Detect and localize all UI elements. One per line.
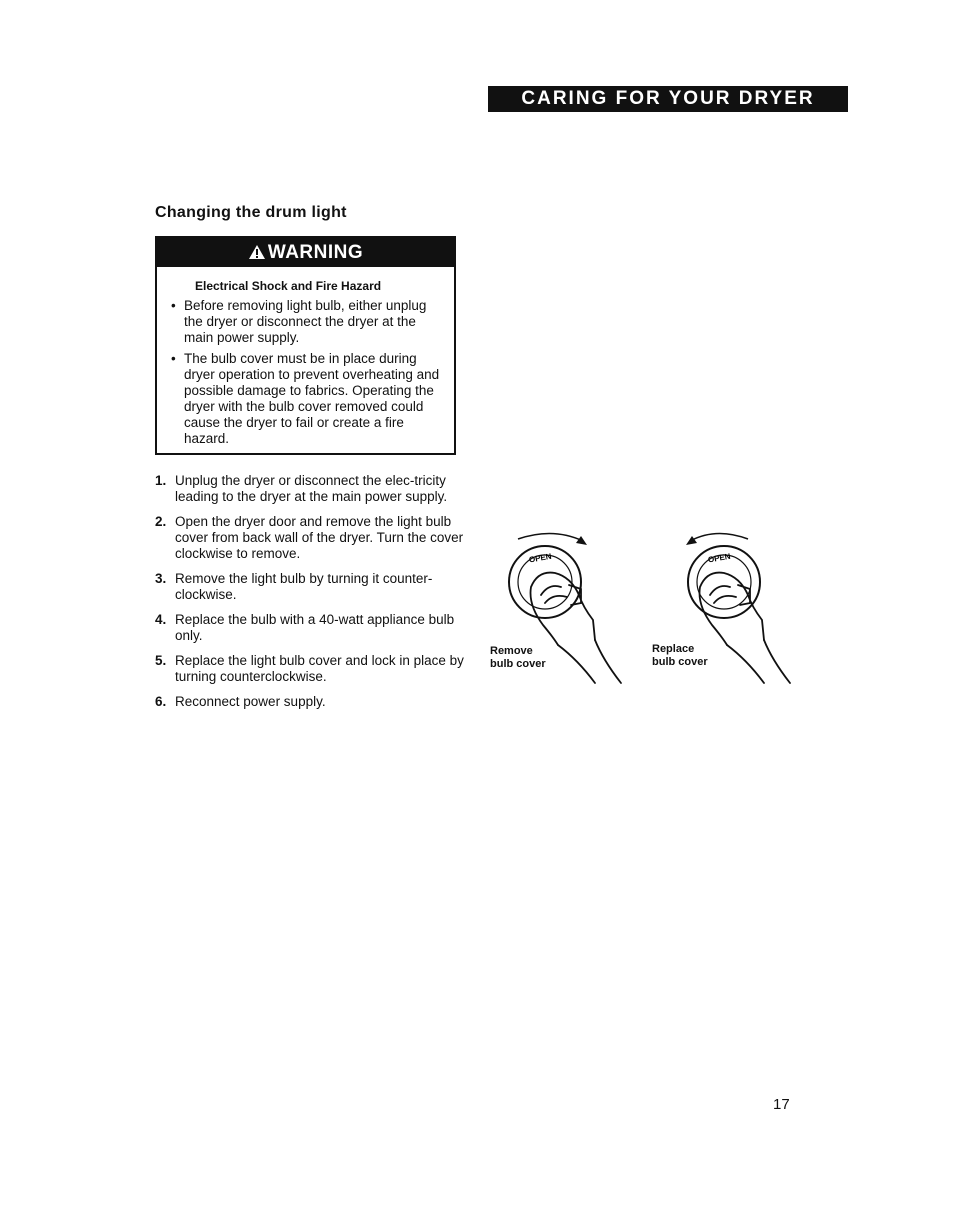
bulb-cover-inner	[518, 555, 572, 609]
cover-open-text: OPEN	[528, 551, 553, 565]
warning-triangle-icon	[248, 240, 266, 270]
hand-outline	[700, 573, 765, 645]
replace-bulb-cover-illustration	[648, 525, 798, 695]
counterclockwise-arrow-icon	[690, 533, 748, 541]
arrow-head	[686, 536, 697, 545]
step-number: 6.	[155, 694, 167, 709]
remove-caption	[490, 645, 560, 671]
step-number: 1.	[155, 473, 167, 488]
warning-bullet-list	[171, 298, 443, 452]
step-text: Unplug the dryer or disconnect the elec-tricity leading to the dryer at the main power supply.	[175, 473, 448, 504]
step-text: Replace the bulb with a 40-watt appliance bulb only.	[175, 612, 455, 643]
replace-caption	[652, 643, 722, 669]
bullet-dot-icon: •	[171, 298, 176, 313]
arrow-head	[576, 536, 587, 545]
step-item	[155, 514, 465, 562]
remove-caption-line-2: bulb cover	[490, 658, 546, 670]
warning-header	[157, 238, 454, 267]
step-item	[155, 612, 465, 644]
step-number: 3.	[155, 571, 167, 586]
warning-bullet-text: The bulb cover must be in place during dryer operation to prevent overheating and possible damage to fabrics. Operating the dryer with the bulb cover removed could cause the dryer to fail or create a fire hazard.	[184, 351, 440, 446]
step-item	[155, 473, 465, 505]
step-text: Reconnect power supply.	[175, 694, 326, 709]
step-text: Open the dryer door and remove the light bulb cover from back wall of the dryer. Turn the cover clockwise to remove.	[175, 514, 464, 561]
warning-bullet	[171, 351, 443, 447]
cover-open-text: OPEN	[707, 551, 732, 565]
bulb-cover-inner	[697, 555, 751, 609]
replace-caption-line-1: Replace	[652, 643, 695, 655]
step-item	[155, 571, 465, 603]
arm-outline	[558, 640, 621, 683]
replace-caption-line-2: bulb cover	[652, 656, 708, 668]
section-banner: CARING FOR YOUR DRYER	[488, 86, 848, 112]
warning-bullet-text: Before removing light bulb, either unplug the dryer or disconnect the dryer at the main power supply.	[184, 298, 427, 345]
instruction-steps	[155, 473, 465, 719]
warning-bullet	[171, 298, 443, 346]
page-number: 17	[773, 1096, 790, 1113]
step-number: 4.	[155, 612, 167, 627]
remove-caption-line-1: Remove	[490, 645, 533, 657]
step-item	[155, 653, 465, 685]
step-number: 2.	[155, 514, 167, 529]
arm-outline	[727, 640, 790, 683]
clockwise-arrow-icon	[518, 533, 583, 541]
step-text: Remove the light bulb by turning it counter-clockwise.	[175, 571, 433, 602]
section-title: Changing the drum light	[155, 204, 347, 221]
hazard-title: Electrical Shock and Fire Hazard	[195, 279, 382, 293]
warning-label: WARNING	[267, 242, 364, 263]
bullet-dot-icon: •	[171, 351, 176, 366]
step-number: 5.	[155, 653, 167, 668]
warning-box	[155, 236, 456, 455]
step-text: Replace the light bulb cover and lock in place by turning counterclockwise.	[175, 653, 464, 684]
step-item	[155, 694, 465, 710]
